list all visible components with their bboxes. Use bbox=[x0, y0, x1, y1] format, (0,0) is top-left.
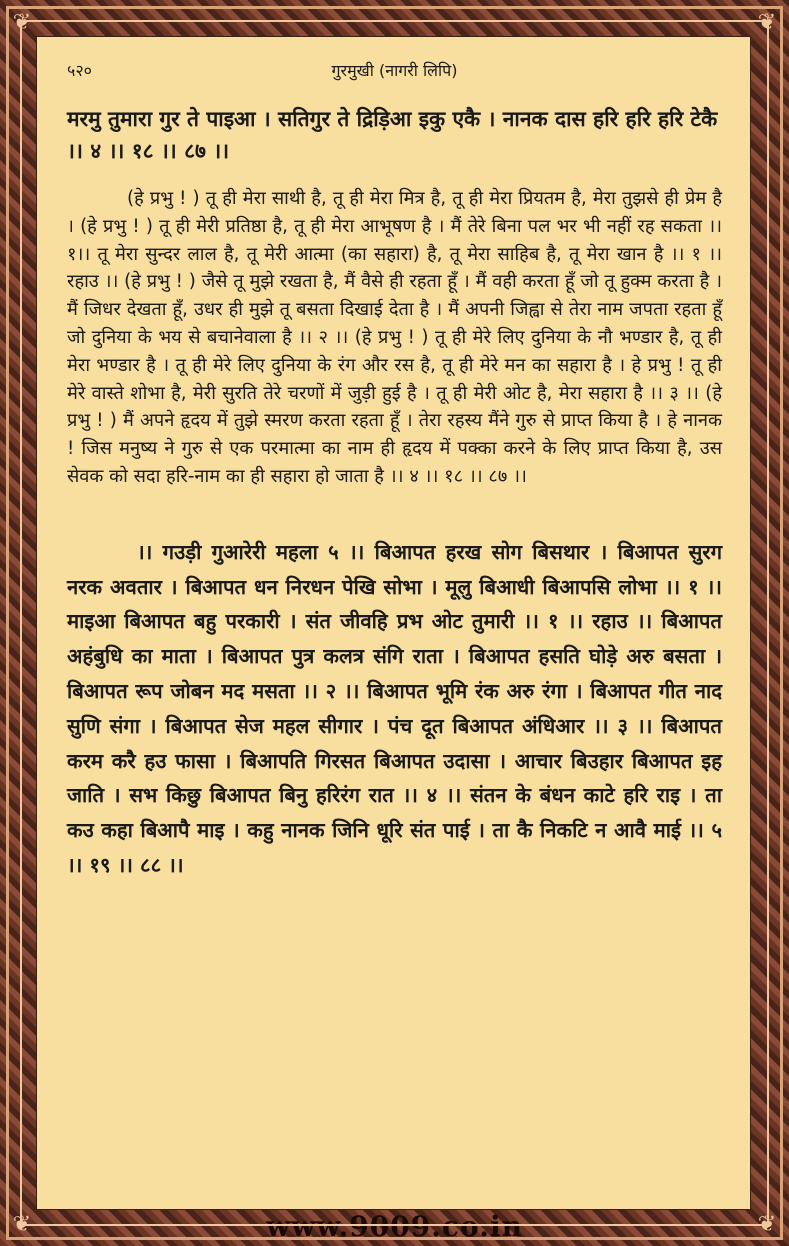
translation-text: (हे प्रभु ! ) तू ही मेरा साथी है, तू ही मेरा मित्र है, तू ही मेरा प्रियतम है, मेरा तुझसे ही प्रेम है । (हे प्रभु ! ) तू ही मेरी प्रतिष्ठा है, तू ही मेरा आभूषण है । मैं तेरे बिना पल भर भी नहीं रह सकता ।।१।। तू मेरा सुन्दर लाल है, तू मेरी आत्मा (का सहारा) है, तू मेरा साहिब है, तू मेरा खान है ।। १ ।। रहाउ ।। (हे प्रभु ! ) जैसे तू मुझे रखता है, मैं वैसे ही रहता हूँ । मैं वही करता हूँ जो तू हुक्म करता है । मैं जिधर देखता हूँ, उधर ही मुझे तू बसता दिखाई देता है । मैं अपनी जिह्वा से तेरा नाम जपता रहता हूँ जो दुनिया के भय से बचानेवाला है ।। २ ।। (हे प्रभु ! ) तू ही मेरे लिए दुनिया के नौ भण्डार है, तू ही मेरा भण्डार है । तू ही मेरे लिए दुनिया के रंग और रस है, तू ही मेरे मन का सहारा है । हे प्रभु ! तू ही मेरे वास्ते शोभा है, मेरी सुरति तेरे चरणों में जुड़ी हुई है । तू ही मेरी ओट है, मेरा सहारा है ।। ३ ।। (हे प्रभु ! ) मैं अपने हृदय में तुझे स्मरण करता रहता हूँ । तेरा रहस्य मैंने गुरु से प्राप्त किया है । हे नानक ! जिस मनुष्य ने गुरु से एक परमात्मा का नाम ही हृदय में पक्का करने के लिए प्राप्त किया है, उस सेवक को सदा हरि-नाम का ही सहारा हो जाता है ।। ४ ।। १८ ।। ८७ ।। bbox=[67, 188, 722, 487]
hymn-text: ।। गउड़ी गुआरेरी महला ५ ।। बिआपत हरख सोग बिसथार । बिआपत सुरग नरक अवतार । बिआपत धन निरधन पेखि सोभा । मूलु बिआधी बिआपसि लोभा ।। १ ।। माइआ बिआपत बहु परकारी । संत जीवहि प्रभ ओट तुमारी ।। १ ।। रहाउ ।। बिआपत अहंबुधि का माता । बिआपत पुत्र कलत्र संगि राता । बिआपत हसति घोड़े अरु बसता । बिआपत रूप जोबन मद मसता ।। २ ।। बिआपत भूमि रंक अरु रंगा । बिआपत गीत नाद सुणि संगा । बिआपत सेज महल सीगार । पंच दूत बिआपत अंधिआर ।। ३ ।। बिआपत करम करै हउ फासा । बिआपति गिरसत बिआपत उदासा । आचार बिउहार बिआपत इह जाति । सभ किछु बिआपत बिनु हरिरंग रात ।। ४ ।। संतन के बंधन काटे हरि राइ । ता कउ कहा बिआपै माइ । कहु नानक जिनि धूरि संत पाई । ता कै निकटि न आवै माई ।। ५ ।। १९ ।। ८८ ।। bbox=[67, 539, 722, 877]
page-title: गुरमुखी (नागरी लिपि) bbox=[331, 61, 458, 80]
flourish-icon: ❦ bbox=[757, 1211, 777, 1236]
page bbox=[36, 36, 751, 1210]
gurbani-verse: मरमु तुमारा गुर ते पाइआ । सतिगुर ते द्रिड़िआ इकु एकै । नानक दास हरि हरि हरि टेकै ।। ४ ।। १८ ।। ८७ ।। bbox=[67, 107, 718, 163]
page-number: ५२० bbox=[67, 61, 92, 80]
website-link[interactable]: www.9009.co.in bbox=[266, 1210, 523, 1243]
translation-paragraph bbox=[67, 185, 722, 491]
page-header bbox=[67, 59, 722, 81]
flourish-icon: ❦ bbox=[12, 9, 32, 34]
flourish-icon: ❦ bbox=[757, 9, 777, 34]
hymn-block bbox=[67, 535, 722, 883]
flourish-icon: ❦ bbox=[12, 1211, 32, 1236]
